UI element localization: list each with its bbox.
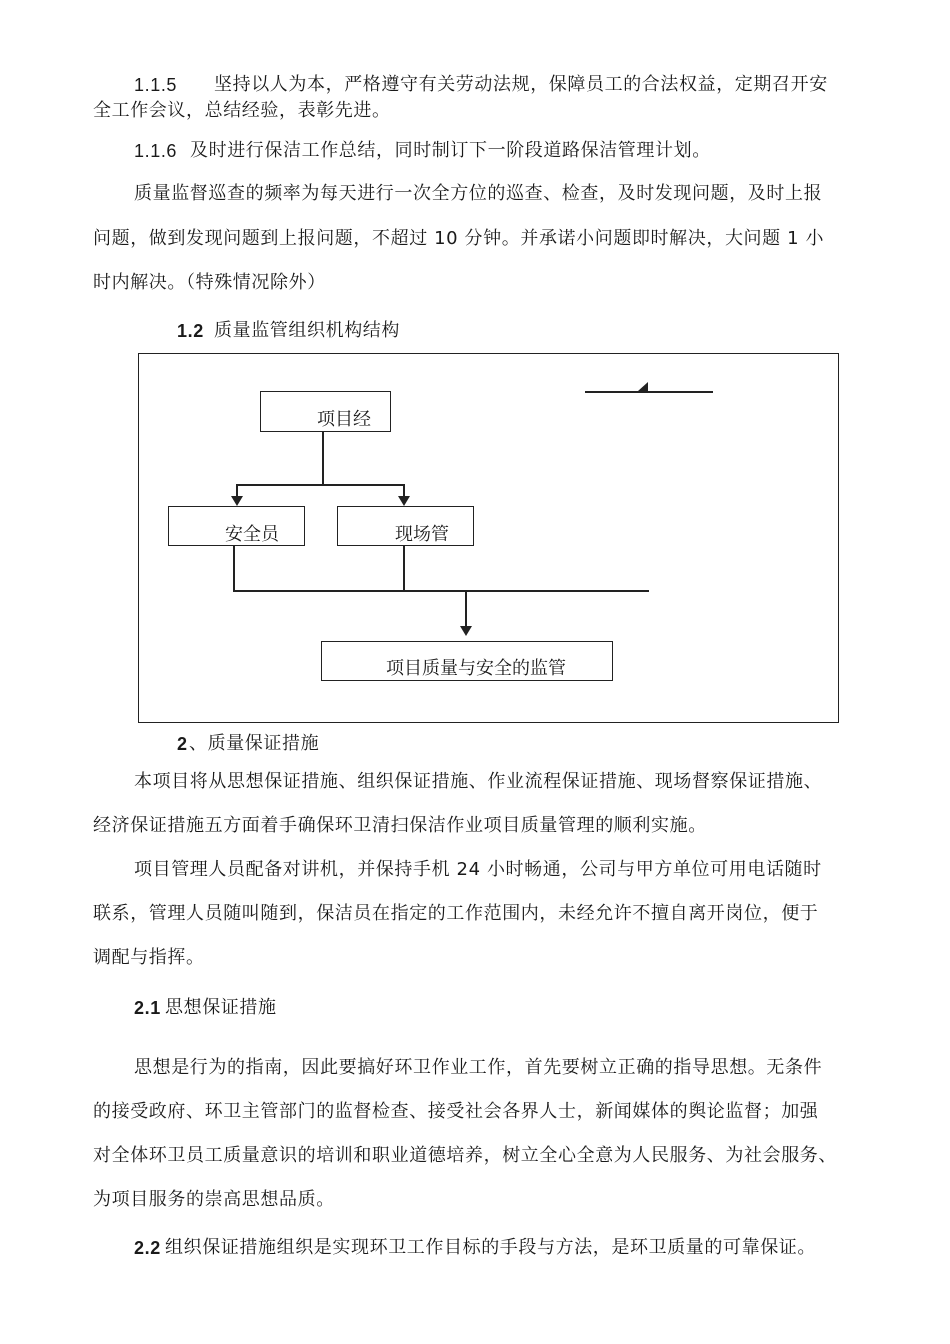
- section-2-1-number: 2.1: [134, 998, 161, 1018]
- section-1-1-5-line2: 全工作会议，总结经验，表彰先进。: [93, 100, 391, 121]
- supervision-line3: 时内解决。（特殊情况除外）: [93, 272, 326, 293]
- org-box-safety-officer-label: 安全员: [225, 524, 279, 545]
- connector-top-vertical: [322, 432, 324, 485]
- arrow-down-icon: [231, 496, 243, 506]
- connector-bottom-vertical: [465, 590, 467, 628]
- contact-line1: 项目管理人员配备对讲机，并保持手机 24 小时畅通，公司与甲方单位可用电话随时: [134, 859, 822, 880]
- org-box-quality-safety-label: 项目质量与安全的监管: [386, 658, 566, 679]
- supervision-line1: 质量监督巡查的频率为每天进行一次全方位的巡查、检查，及时发现问题，及时上报: [134, 183, 823, 204]
- connector-right-down: [403, 546, 405, 591]
- section-1-2-number: 1.2: [177, 321, 204, 341]
- org-box-project-manager: [260, 391, 391, 432]
- contact-line2: 联系，管理人员随叫随到，保洁员在指定的工作范围内，未经允许不擅自离开岗位，便于: [93, 903, 819, 924]
- section-1-2-title: 质量监管组织机构结构: [214, 320, 400, 341]
- section-2-2-number: 2.2: [134, 1238, 161, 1258]
- section-2-1-title: 思想保证措施: [165, 997, 277, 1018]
- contact-line3: 调配与指挥。: [93, 947, 205, 968]
- org-box-project-manager-label: 项目经: [317, 409, 371, 430]
- section-2-title: 、质量保证措施: [189, 733, 320, 754]
- section-2-2-text: 组织保证措施组织是实现环卫工作目标的手段与方法，是环卫质量的可靠保证。: [165, 1237, 816, 1258]
- connector-bottom-horizontal: [233, 590, 649, 592]
- arrow-down-icon: [460, 626, 472, 636]
- section-1-1-6-text: 及时进行保洁工作总结，同时制订下一阶段道路保洁管理计划。: [190, 140, 711, 161]
- section-1-1-6-number: 1.1.6: [134, 141, 178, 161]
- connector-left-down: [233, 546, 235, 591]
- supervision-line2: 问题，做到发现问题到上报问题，不超过 10 分钟。并承诺小问题即时解决，大问题 1 小: [93, 228, 825, 249]
- org-box-quality-safety: [321, 641, 613, 681]
- measures-intro-line2: 经济保证措施五方面着手确保环卫清扫保洁作业项目质量管理的顺利实施。: [93, 815, 707, 836]
- thought-line4: 为项目服务的崇高思想品质。: [93, 1189, 335, 1210]
- measures-intro-line1: 本项目将从思想保证措施、组织保证措施、作业流程保证措施、现场督察保证措施、: [134, 771, 823, 792]
- section-1-1-5-number: 1.1.5: [134, 75, 178, 95]
- connector-top-horizontal: [236, 484, 405, 486]
- section-2-number: 2: [177, 734, 188, 754]
- arrow-down-icon: [398, 496, 410, 506]
- org-box-safety-officer: [168, 506, 305, 546]
- section-1-1-5-line1: 坚持以人为本，严格遵守有关劳动法规，保障员工的合法权益，定期召开安: [214, 74, 828, 95]
- thought-line2: 的接受政府、环卫主管部门的监督检查、接受社会各界人士，新闻媒体的舆论监督；加强: [93, 1101, 819, 1122]
- org-box-site-manager: [337, 506, 474, 546]
- thought-line1: 思想是行为的指南，因此要搞好环卫作业工作，首先要树立正确的指导思想。无条件: [134, 1057, 823, 1078]
- org-box-site-manager-label: 现场管: [395, 524, 449, 545]
- thought-line3: 对全体环卫员工质量意识的培训和职业道德培养，树立全心全意为人民服务、为社会服务、: [93, 1145, 837, 1166]
- chart-decor-marker-icon: [638, 382, 650, 393]
